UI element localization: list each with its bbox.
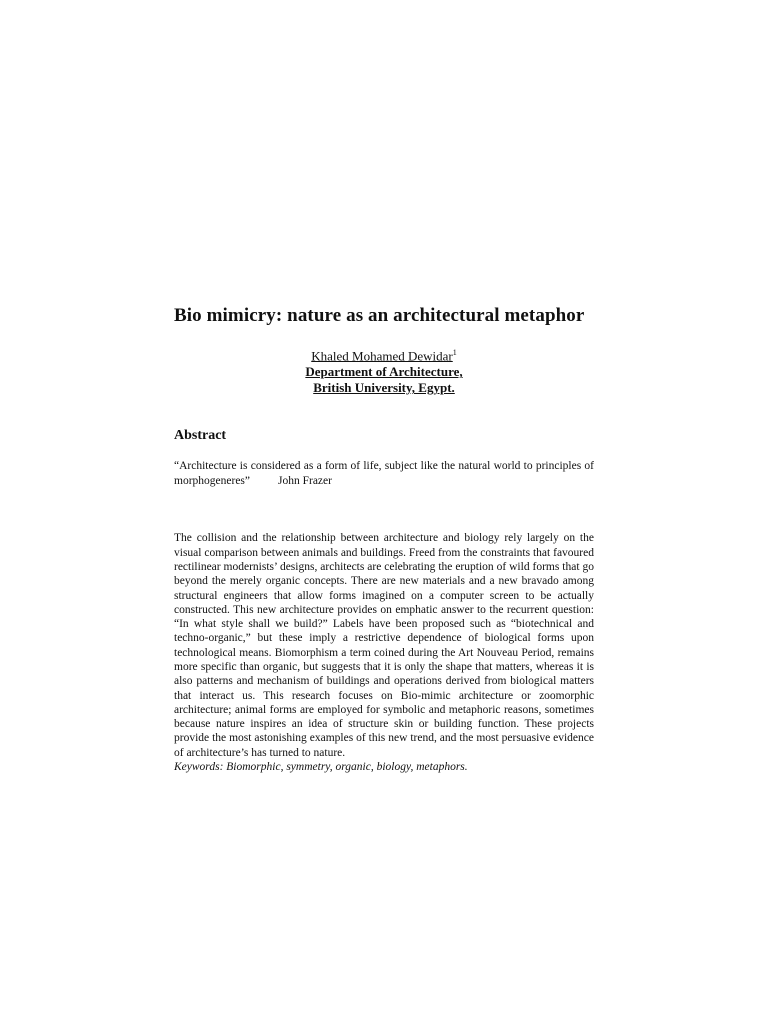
- epigraph-author: John Frazer: [278, 474, 332, 487]
- author-footnote-mark: 1: [452, 348, 457, 357]
- author-institution: British University, Egypt.: [313, 380, 455, 396]
- abstract-body: The collision and the relationship between architecture and biology rely largely on the visual comparison between animals and buildings. Freed from the constraints that favoured rectilinear modernists’ designs, architects are celebrating the eruption of wild forms that go beyond the merely organic concepts. There are new materials and a new bravado among structural engineers that allow forms imagined on a computer screen to be actually constructed. This new architecture provides on emphatic answer to the recurrent question: “In what style shall we build?” Labels have been proposed such as “biotechnical and techno-organic,” but these imply a restrictive dependence of biological forms upon technological means. Biomorphism a term coined during the Art Nouveau Period, remains more specific than organic, but suggests that it is only the shape that matters, whereas it is also patterns and mechanism of buildings and operations derived from biological matters that interact us. This research focuses on Bio-mimic architecture or zoomorphic architecture; animal forms are employed for symbolic and metaphoric reasons, sometimes because nature inspires an idea of structure skin or building function. These projects provide the most astonishing examples of this new trend, and the most persuasive evidence of architecture’s has turned to nature.: [174, 532, 594, 759]
- keywords-line: Keywords: Biomorphic, symmetry, organic, biology, metaphors.: [174, 761, 468, 774]
- author-name: Khaled Mohamed Dewidar: [311, 348, 453, 364]
- paper-page: [174, 304, 594, 775]
- epigraph-quote: [174, 459, 594, 488]
- author-department: Department of Architecture,: [305, 364, 463, 380]
- author-block: [174, 345, 594, 396]
- abstract-heading: Abstract: [174, 428, 227, 444]
- paper-title: Bio mimicry: nature as an architectural metaphor: [174, 305, 585, 326]
- epigraph-text: “Architecture is considered as a form of life, subject like the natural world to principles of morphogeneres”: [174, 460, 594, 487]
